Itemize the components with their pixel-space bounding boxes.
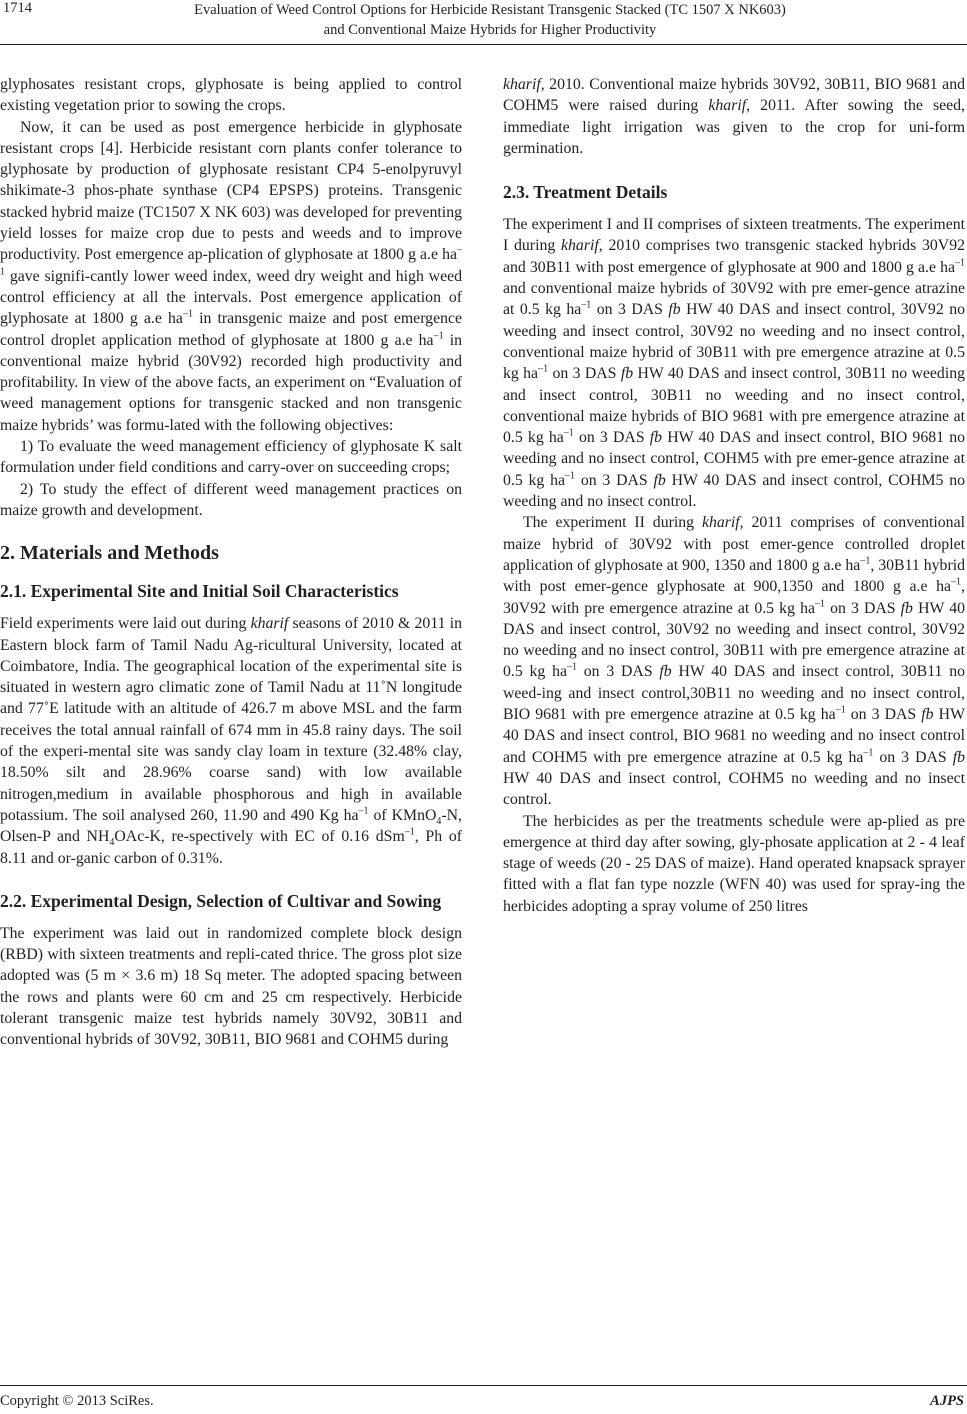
journal-abbreviation: AJPS	[930, 1393, 964, 1409]
objective-2: 2) To study the effect of different weed management practices on maize growth and development.	[0, 480, 462, 519]
footer-rule	[0, 1385, 967, 1386]
paragraph-site: Field experiments were laid out during kharif seasons of 2010 & 2011 in Eastern block farm of Tamil Nadu Ag-ricultural University, located at Coimbatore, India. The geographical location of the experimental site is situated in western agro climatic zone of Tamil Nadu at 11˚N longitude and 77˚E latitude with an altitude of 426.7 m above MSL and the farm receives the total annual rainfall of 674 mm in 45.8 rainy days. The soil of the experi-mental site was sandy clay loam in texture (32.48% clay, 18.50% silt and 28.96% coarse sand) with low available nitrogen,medium in available phosphorous and high in available potassium. The soil analysed 260, 11.90 and 490 Kg $ha^{-1}$ of KMnO$_4$-N, Olsen-P and $NH_4OAc-K$, re-spectively with EC of 0.16 dSm$^{-1}$, Ph of 8.11 and or-ganic carbon of 0.31%.	[0, 615, 462, 867]
paragraph-experiment-1: The experiment I and II comprises of sixteen treatments. The experiment I during kharif, 2010 comprises two transgenic stacked hybrids 30V92 and 30B11 with post emergence of glyphosate at 900 and 1800 g a.e $ha^{-1}$ and conventional maize hybrids of 30V92 with pre emer-gence atrazine at 0.5 kg $ha^{-1}$ on 3 DAS fb HW 40 DAS and insect control, 30V92 no weeding and insect control, 30V92 no weeding and no insect control, conventional maize hybrid of 30B11 with pre emergence atrazine at 0.5 kg $ha^{-1}$ on 3 DAS fb HW 40 DAS and insect control, 30B11 no weeding and insect control, 30B11 no weeding and no insect control, conventional maize hybrids of BIO 9681 with pre emergence atrazine at 0.5 kg $ha^{-1}$ on 3 DAS fb HW 40 DAS and insect control, BIO 9681 no weeding and no insect control, COHM5 with pre emer-gence atrazine at 0.5 kg $ha^{-1}$ on 3 DAS fb HW 40 DAS and insect control, COHM5 no weeding and no insect control.	[503, 216, 966, 511]
paragraph-herbicide-application: The herbicides as per the treatments schedule were ap-plied as pre emergence at third day after sowing, gly-phosate application at 2 - 4 leaf stage of weeds (20 - 25 DAS of maize). Hand operated knapsack sprayer fitted with a flat fan type nozzle (WFN 40) was used for spray-ing the herbicides adopting a spray volume of 250 litres	[503, 812, 965, 915]
page-number: 1714	[3, 0, 32, 16]
running-header-line-2: and Conventional Maize Hybrids for Higher Productivity	[323, 22, 657, 38]
paragraph-intro-continued: glyphosates resistant crops, glyphosate is being applied to control existing vegetation prior to sowing the crops.	[0, 76, 462, 115]
paragraph-design: The experiment was laid out in randomized complete block design (RBD) with sixteen treatments and repli-cated thrice. The gross plot size adopted was (5 m × 3.6 m) 18 Sq meter. The adopted spacing between the rows and plants were 60 cm and 25 cm respectively. Herbicide tolerant transgenic maize test hybrids namely 30V92, 30B11 and conventional hybrids of 30V92, 30B11, BIO 9681 and COHM5 during	[0, 924, 462, 1049]
left-column	[0, 74, 462, 1051]
right-column	[503, 74, 965, 917]
paragraph-design-continued: kharif, 2010. Conventional maize hybrids 30V92, 30B11, BIO 9681 and COHM5 were raised during kharif, 2011. After sowing the seed, immediate light irrigation was given to the crop for uni-form germination.	[503, 76, 965, 157]
subsection-heading-design: 2.2. Experimental Design, Selection of Cultivar and Sowing	[0, 890, 442, 911]
copyright-notice: Copyright © 2013 SciRes.	[0, 1393, 154, 1409]
paragraph-herbicide-resistant: Now, it can be used as post emergence herbicide in glyphosate resistant crops [4]. Herbicide resistant corn plants confer tolerance to glyphosate by production of glyphosate resistant CP4 5-enolpyruvyl shikimate-3 phos-phate synthase (CP4 EPSPS) proteins. Transgenic stacked hybrid maize (TC1507 X NK 603) was developed for preventing yield losses for maize crop due to pests and weeds and to improve productivity. Post emergence ap-plication of glyphosate at 1800 g a.e $ha^{-1}$ gave signifi-cantly lower weed index, weed dry weight and high weed control efficiency at all the intervals. Post emergence application of glyphosate at 1800 g a.e $ha^{-1}$ in transgenic maize and post emergence control droplet application method of glyphosate at 1800 g a.e $ha^{-1}$ in conventional maize hybrid (30V92) recorded high productivity and profitability. In view of the above facts, an experiment on “Evaluation of weed management options for transgenic stacked and non transgenic maize hybrids’ was formu-lated with the following objectives:	[0, 118, 462, 434]
subsection-heading-site: 2.1. Experimental Site and Initial Soil Characteristics	[0, 581, 399, 602]
header-rule	[0, 44, 967, 45]
subsection-heading-treatment: 2.3. Treatment Details	[503, 182, 668, 203]
section-heading-materials-methods: 2. Materials and Methods	[0, 542, 219, 565]
paragraph-experiment-2: The experiment II during kharif, 2011 comprises of conventional maize hybrid of 30V92 with post emer-gence controlled droplet application of glyphosate at 900, 1350 and 1800 g a.e $ha^{-1}$, 30B11 hybrid with post emer-gence glyphosate at 900,1350 and 1800 g a.e $ha^{-1}$, 30V92 with pre emergence atrazine at 0.5 kg $ha^{-1}$ on 3 DAS fb HW 40 DAS and insect control, 30V92 no weeding and insect control, 30V92 no weeding and no insect control, 30B11 with pre emergence atrazine at 0.5 kg $ha^{-1}$ on 3 DAS fb HW 40 DAS and insect control, 30B11 no weed-ing and insect control,30B11 no weeding and no insect control, BIO 9681 with pre emergence atrazine at 0.5 kg $ha^{-1}$ on 3 DAS fb HW 40 DAS and insect control, BIO 9681 no weeding and no insect control and COHM5 with pre emergence atrazine at 0.5 kg $ha^{-1}$ on 3 DAS fb HW 40 DAS and insect control, COHM5 no weeding and no insect control.	[503, 514, 965, 809]
running-header-line-1: Evaluation of Weed Control Options for Herbicide Resistant Transgenic Stacked (TC 1507 X NK603)	[194, 2, 786, 18]
running-header	[60, 0, 920, 40]
objective-1: 1) To evaluate the weed management efficiency of glyphosate K salt formulation under field conditions and carry-over on succeeding crops;	[0, 438, 462, 477]
